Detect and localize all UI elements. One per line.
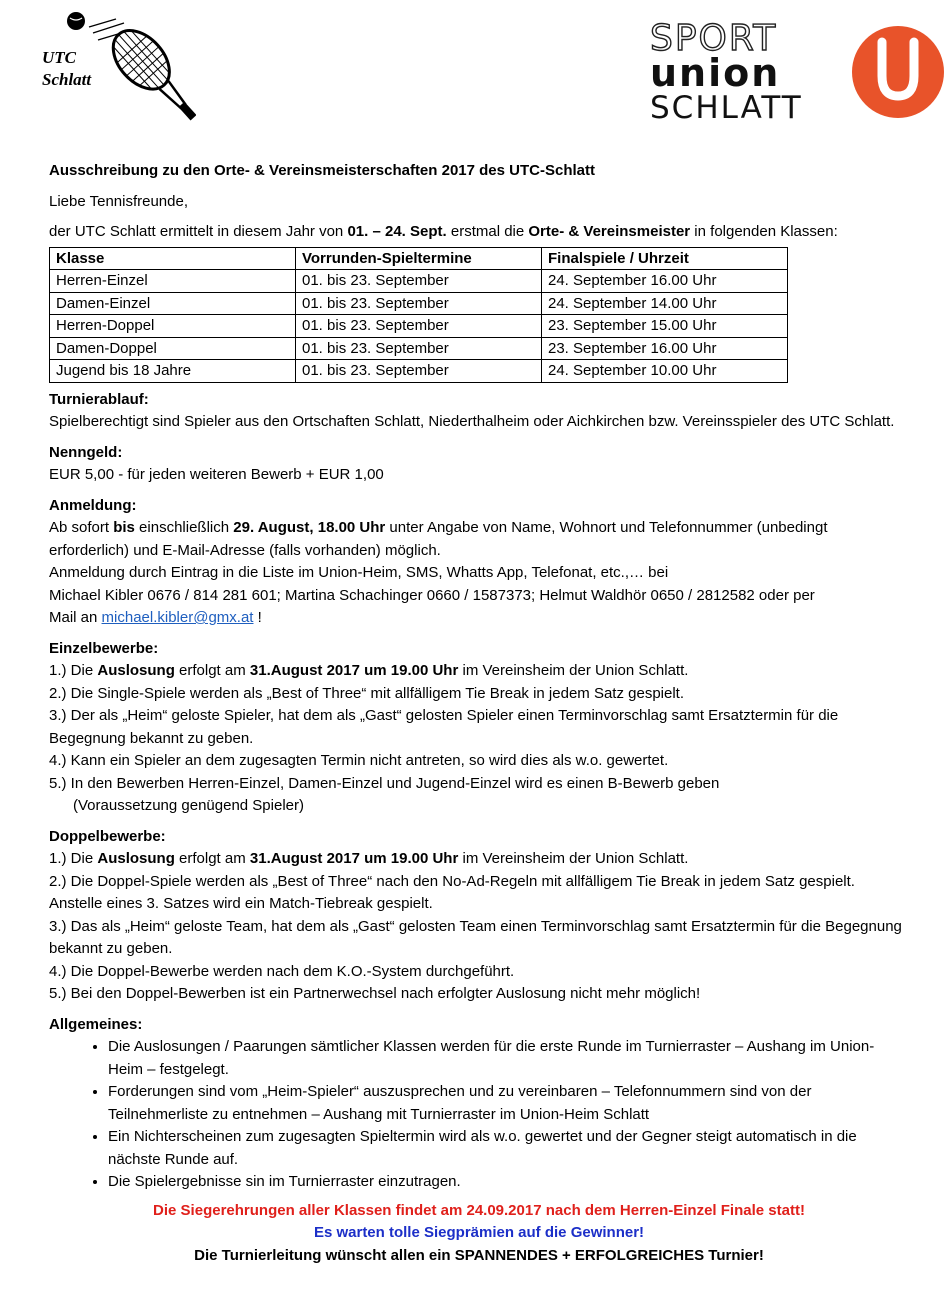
table-row xyxy=(50,337,788,360)
logo-schlatt-text: SCHLATT xyxy=(650,90,803,126)
doppel-item-4: 4.) Die Doppel-Bewerbe werden nach dem K.O.-System durchgeführt. xyxy=(49,962,515,980)
anmeldung-contacts: Michael Kibler 0676 / 814 281 601; Martina Schachinger 0660 / 1587373; Helmut Waldhör 0650 / 2812582 oder per xyxy=(49,586,815,604)
union-u-icon xyxy=(852,26,944,118)
einzel-item-5: 5.) In den Bewerben Herren-Einzel, Damen-Einzel und Jugend-Einzel wird es einen B-Bewerb geben xyxy=(49,774,720,792)
table-cell: 24. September 16.00 Uhr xyxy=(542,270,788,293)
list-item: • Die Auslosungen / Paarungen sämtlicher Klassen werden für die erste Runde im Turnierraster – Aushang im Union-Heim – festgelegt. xyxy=(108,1036,909,1081)
table-cell: 24. September 14.00 Uhr xyxy=(542,292,788,315)
table-row xyxy=(50,292,788,315)
list-item: • Forderungen sind vom „Heim-Spieler“ auszusprechen und zu vereinbaren – Telefonnummern sind von der Teilnehmerliste zu entnehmen – Aushang mit Turnierraster im Union-Heim Schlatt xyxy=(108,1081,909,1126)
table-cell: 01. bis 23. September xyxy=(296,315,542,338)
logo-utc-text: UTC xyxy=(42,48,76,67)
document-title: Ausschreibung zu den Orte- & Vereinsmeisterschaften 2017 des UTC-Schlatt xyxy=(49,162,595,179)
klassen-table xyxy=(49,247,788,383)
einzel-item-3: 3.) Der als „Heim“ geloste Spieler, hat dem als „Gast“ gelosten Spieler einen Terminvorschlag samt Ersatztermin für die Begegnung bekannt zu geben. xyxy=(49,707,839,747)
table-row xyxy=(50,270,788,293)
table-cell: 24. September 10.00 Uhr xyxy=(542,360,788,383)
doppel-item-5: 5.) Bei den Doppel-Bewerben ist ein Partnerwechsel nach erfolgter Auslosung nicht mehr möglich! xyxy=(49,985,701,1002)
logo-sport-text: SPORT xyxy=(650,18,778,59)
greeting: Liebe Tennisfreunde, xyxy=(49,192,188,210)
doppel-item-2: 2.) Die Doppel-Spiele werden als „Best of Three“ nach den No-Ad-Regeln mit allfälligem Tie Break in jedem Satz gespielt. Anstelle eines 3. Satzes wird ein Match-Tiebreak gespielt. xyxy=(49,872,855,912)
einzelbewerbe-heading: Einzelbewerbe: xyxy=(49,639,159,657)
table-row xyxy=(50,360,788,383)
table-cell: 01. bis 23. September xyxy=(296,292,542,315)
anmeldung-mail-line: Mail an michael.kibler@gmx.at ! xyxy=(49,609,262,626)
table-header-cell: Vorrunden-Spieltermine xyxy=(296,247,542,270)
siegpraemien-notice: Es warten tolle Siegprämien auf die Gewinner! xyxy=(313,1224,645,1241)
siegerehrung-notice: Die Siegerehrungen aller Klassen findet am 24.09.2017 nach dem Herren-Einzel Finale statt! xyxy=(153,1201,805,1219)
table-row xyxy=(50,315,788,338)
einzel-item-5-note: (Voraussetzung genügend Spieler) xyxy=(73,797,304,814)
logo-schlatt-text: Schlatt xyxy=(42,70,92,89)
einzel-item-2: 2.) Die Single-Spiele werden als „Best of Three“ mit allfälligem Tie Break in jedem Satz gespielt. xyxy=(49,684,685,702)
table-cell: Jugend bis 18 Jahre xyxy=(50,360,296,383)
anmeldung-methods: Anmeldung durch Eintrag in die Liste im Union-Heim, SMS, Whatts App, Telefonat, etc.,… bei xyxy=(49,564,669,581)
table-cell: Herren-Einzel xyxy=(50,270,296,293)
turnierleitung-notice: Die Turnierleitung wünscht allen ein SPANNENDES + ERFOLGREICHES Turnier! xyxy=(194,1246,764,1264)
utc-schlatt-logo xyxy=(36,10,196,140)
table-cell: Damen-Einzel xyxy=(50,292,296,315)
einzel-item-1: 1.) Die Auslosung erfolgt am 31.August 2017 um 19.00 Uhr im Vereinsheim der Union Schlatt. xyxy=(49,662,689,679)
doppelbewerbe-heading: Doppelbewerbe: xyxy=(49,827,166,845)
allgemeines-heading: Allgemeines: xyxy=(49,1015,143,1033)
table-header-row xyxy=(50,247,788,270)
turnierablauf-text: Spielberechtigt sind Spieler aus den Ortschaften Schlatt, Niederthalheim oder Aichkirchen bzw. Vereinsspieler des UTC Schlatt. xyxy=(49,413,895,430)
nenngeld-heading: Nenngeld: xyxy=(49,443,123,461)
list-item: • Ein Nichterscheinen zum zugesagten Spieltermin wird als w.o. gewertet und der Gegner steigt automatisch in die nächste Runde auf. xyxy=(108,1126,909,1171)
anmeldung-heading: Anmeldung: xyxy=(49,496,137,514)
table-cell: 23. September 16.00 Uhr xyxy=(542,337,788,360)
table-header-cell: Klasse xyxy=(50,247,296,270)
table-cell: 01. bis 23. September xyxy=(296,360,542,383)
table-cell: 23. September 15.00 Uhr xyxy=(542,315,788,338)
anmeldung-paragraph: Ab sofort bis einschließlich 29. August, 18.00 Uhr unter Angabe von Name, Wohnort und Telefonnummer (unbedingt erforderlich) und E-Mail-Adresse (falls vorhanden) möglich. xyxy=(49,519,828,559)
einzel-item-4: 4.) Kann ein Spieler an dem zugesagten Termin nicht antreten, so wird dies als w.o. gewertet. xyxy=(49,752,669,769)
list-item: • Die Spielergebnisse sin im Turnierraster einzutragen. xyxy=(108,1171,909,1194)
document-body xyxy=(49,160,909,1267)
table-header-cell: Finalspiele / Uhrzeit xyxy=(542,247,788,270)
logo-union-text: union xyxy=(650,51,781,95)
table-cell: 01. bis 23. September xyxy=(296,337,542,360)
intro-paragraph: der UTC Schlatt ermittelt in diesem Jahr von 01. – 24. Sept. erstmal die Orte- & Vereinsmeister in folgenden Klassen: xyxy=(49,223,838,240)
nenngeld-text: EUR 5,00 - für jeden weiteren Bewerb + EUR 1,00 xyxy=(49,466,384,483)
table-cell: 01. bis 23. September xyxy=(296,270,542,293)
table-cell: Herren-Doppel xyxy=(50,315,296,338)
doppel-item-1: 1.) Die Auslosung erfolgt am 31.August 2017 um 19.00 Uhr im Vereinsheim der Union Schlatt. xyxy=(49,850,689,867)
turnierablauf-heading: Turnierablauf: xyxy=(49,390,149,408)
email-link[interactable]: michael.kibler@gmx.at xyxy=(101,609,254,626)
sport-union-schlatt-logo xyxy=(644,14,944,126)
doppel-item-3: 3.) Das als „Heim“ geloste Team, hat dem als „Gast“ gelosten Team einen Terminvorschlag samt Ersatztermin für die Begegnung bekannt zu geben. xyxy=(49,917,902,957)
table-cell: Damen-Doppel xyxy=(50,337,296,360)
allgemeines-list xyxy=(49,1036,909,1194)
